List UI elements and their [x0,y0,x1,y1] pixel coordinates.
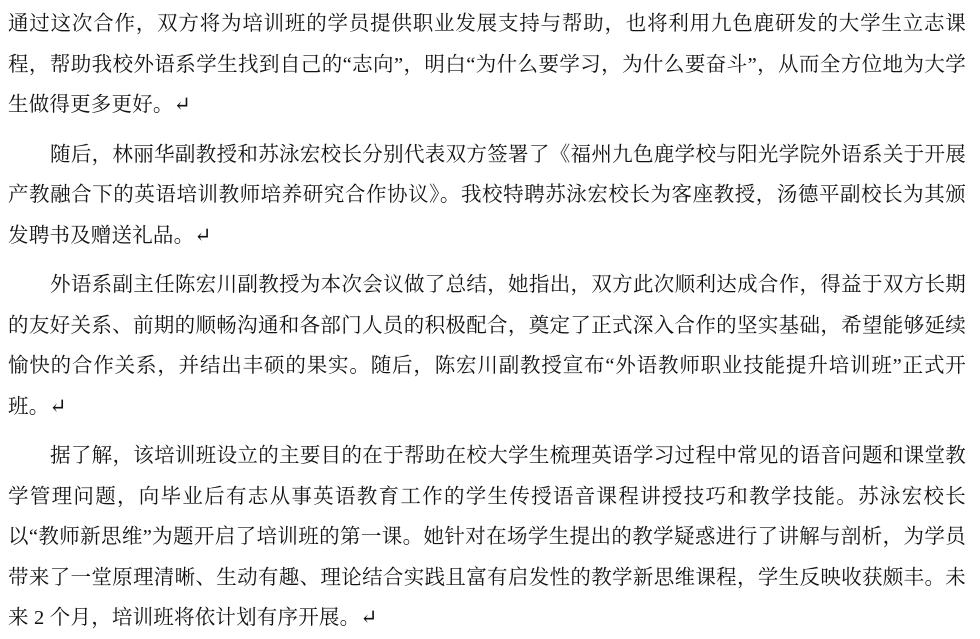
paragraph-3: 外语系副主任陈宏川副教授为本次会议做了总结，她指出，双方此次顺利达成合作，得益于双方长期的友好关系、前期的顺畅沟通和各部门人员的积极配合，奠定了正式深入合作的坚实基础，希望能够延续愉快的合作关系，并结出丰硕的果实。随后，陈宏川副教授宣布“外语教师职业技能提升培训班”正式开班。↵ [8,274,966,418]
paragraph-1: 通过这次合作，双方将为培训班的学员提供职业发展支持与帮助，也将利用九色鹿研发的大学生立志课程，帮助我校外语系学生找到自己的“志向”，明白“为什么要学习，为什么要奋斗”，从而全方位地为大学生做得更多更好。↵ [8,13,966,116]
paragraph-4: 据了解，该培训班设立的主要目的在于帮助在校大学生梳理英语学习过程中常见的语音问题和课堂教学管理问题，向毕业后有志从事英语教育工作的学生传授语音课程讲授技巧和教学技能。苏泳宏校长以“教师新思维”为题开启了培训班的第一课。她针对在场学生提出的教学疑惑进行了讲解与剖析，为学员带来了一堂原理清晰、生动有趣、理论结合实践且富有启发性的教学新思维课程，学生反映收获颇丰。未来 2 个月，培训班将依计划有序开展。↵ [8,445,966,629]
paragraph-2: 随后，林丽华副教授和苏泳宏校长分别代表双方签署了《福州九色鹿学校与阳光学院外语系关于开展产教融合下的英语培训教师培养研究合作协议》。我校特聘苏泳宏校长为客座教授，汤德平副校长为其颁发聘书及赠送礼品。↵ [8,143,966,247]
